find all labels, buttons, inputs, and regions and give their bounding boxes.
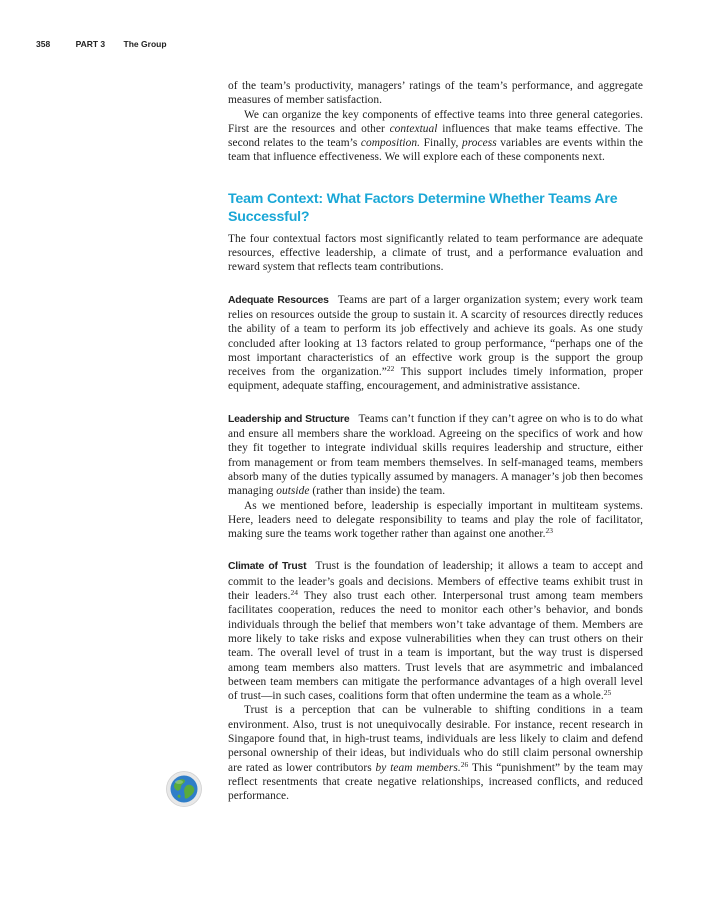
globe-icon <box>166 771 202 807</box>
footnote-ref-22: 22 <box>386 364 395 374</box>
section-heading: Team Context: What Factors Determine Whether Teams Are Successful? <box>228 190 618 225</box>
intro-paragraph-1: of the team’s productivity, managers’ ratings of the team’s performance, and aggregate measures of member satisfaction. <box>228 80 643 107</box>
trust-paragraph: Climate of Trust Trust is the foundation of leadership; it allows a team to accept and commit to the leader’s goals and decisions. Members of effective teams exhibit trust in their leaders.$^{24}$ They also trust each other. Interpersonal trust among team members facilitates cooperation, reduces the need to monitor each other’s behavior, and bonds individuals through the belief that members won’t take advantage of them. Members are more likely to take risks and expose vulnerabilities when they can trust others on their team. The overall level of trust in a team is important, but the way trust is dispersed among team members also matters. Trust levels that are asymmetric and imbalanced between team members can mitigate the performance advantages of a high overall level of trust—in such cases, coalitions form that often undermine the team as a whole.$^{25}$ <box>228 560 643 703</box>
emphasis-by-team-members: by team members. <box>375 761 461 774</box>
trust-paragraph-2: Trust is a perception that can be vulnerable to shifting conditions in a team environment. Also, trust is not unequivocally desirable. For instance, recent research in Singapore found that, in high-trust teams, individuals are less likely to claim and defend personal ownership of their ideas, but individuals who do still claim personal ownership are rated as lower contributors by team members.$^{26}$ This “punishment” by the team may reflect resentments that create negative relationships, increased conflicts, and reduced performance. <box>228 704 643 803</box>
trust-heading: Climate of Trust <box>228 561 307 573</box>
emphasis-composition: composition. <box>360 137 421 150</box>
leadership-heading: Leadership and Structure <box>228 413 350 425</box>
section-intro-paragraph: The four contextual factors most significantly related to team performance are adequate resources, effective leadership, a climate of trust, and a performance evaluation and reward system that reflects team contributions. <box>228 232 643 274</box>
emphasis-outside: outside <box>276 485 310 498</box>
emphasis-process: process <box>461 137 497 150</box>
body-column <box>228 79 643 803</box>
leadership-paragraph: Leadership and Structure Teams can’t function if they can’t agree on who is to do what and ensure all members share the workload. Agreeing on the specifics of work and how they fit together to integrate individual skills requires leadership and structure, either from management or from team members themselves. In self-managed teams, members absorb many of the duties typically assumed by managers. A manager’s job then becomes managing outside (rather than inside) the team. <box>228 412 643 498</box>
adequate-resources-paragraph: Adequate Resources Teams are part of a larger organization system; every work team relies on resources outside the group to sustain it. A scarcity of resources directly reduces the ability of a team to perform its job effectively and achieve its goals. As one study concluded after looking at 13 factors related to group performance, “perhaps one of the most important characteristics of an effective work group is the support the group receives from the organization.”$^{22}$ This support includes timely information, proper equipment, adequate staffing, encouragement, and administrative assistance. <box>228 293 644 393</box>
footnote-ref-24: 24 <box>290 588 299 598</box>
part-title: The Group <box>123 39 167 49</box>
running-header <box>36 39 167 49</box>
footnote-ref-25: 25 <box>603 688 612 698</box>
leadership-paragraph-2: As we mentioned before, leadership is especially important in multiteam systems. Here, leaders need to delegate responsibility to teams and play the role of facilitator, making sure the teams work together rather than against one another.$^{23}$ <box>228 499 643 541</box>
footnote-ref-26: 26 <box>460 759 469 769</box>
page-number: 358 <box>36 39 51 49</box>
part-label: PART 3 <box>75 39 106 49</box>
intro-paragraph-2: We can organize the key components of effective teams into three general categories. First are the resources and other contextual influences that make teams effective. The second relates to the team’s composition. Finally, process variables are events within the team that influence effectiveness. We will explore each of these components next. <box>228 108 644 164</box>
footnote-ref-23: 23 <box>545 526 554 536</box>
emphasis-contextual: contextual <box>389 122 438 135</box>
adequate-resources-heading: Adequate Resources <box>228 294 329 306</box>
